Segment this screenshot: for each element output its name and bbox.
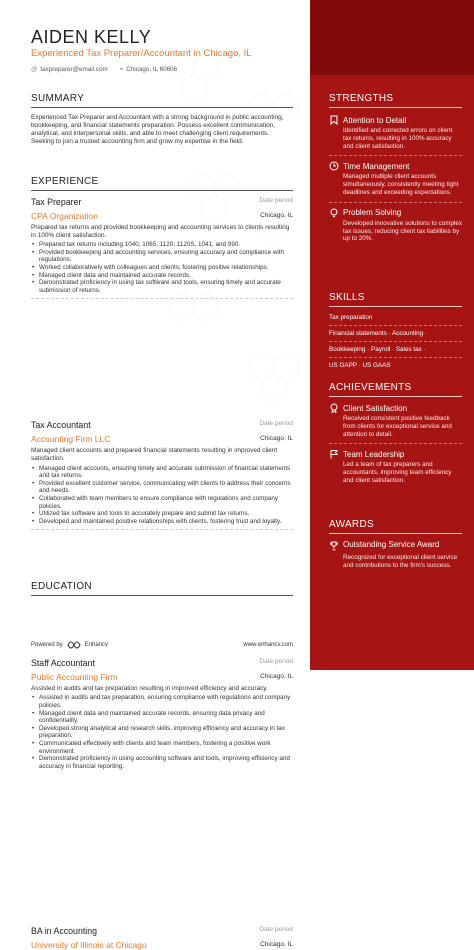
award-icon bbox=[329, 403, 339, 413]
job-description: Assisted in audits and tax preparation resulting in improved efficiency and accuracy. bbox=[31, 685, 268, 693]
strength-text: Developed innovative solutions to complex tax issues, reducing client tax liabilities by up to 20%. bbox=[343, 219, 463, 243]
skills-heading: SKILLS bbox=[329, 292, 365, 303]
strengths-heading: STRENGTHS bbox=[329, 93, 394, 104]
section-divider bbox=[31, 107, 293, 108]
email-contact[interactable] bbox=[31, 66, 108, 74]
powered-by-label: Powered by bbox=[31, 642, 63, 648]
achievement-item bbox=[329, 449, 462, 484]
skill-divider bbox=[329, 357, 462, 358]
achievements-section bbox=[329, 382, 462, 485]
bullet-item: • Prepared tax returns including 1040, 1065, 1120, 1120S, 1041, and 990. bbox=[31, 241, 293, 249]
section-divider bbox=[329, 533, 462, 534]
strength-item bbox=[329, 115, 462, 156]
flag-icon bbox=[329, 449, 339, 459]
candidate-name: AIDEN KELLY bbox=[31, 27, 152, 47]
bullet-item: • Demonstrated proficiency in using accounting software and tools, improving efficiency and accuracy in financial reporting. bbox=[31, 755, 293, 770]
section-divider bbox=[329, 396, 462, 397]
bullet-item: • Managed client data and maintained accurate records. bbox=[31, 272, 293, 280]
location-pin-icon: ⌖ bbox=[119, 66, 124, 73]
skill-divider bbox=[329, 341, 462, 342]
achievements-heading: ACHIEVEMENTS bbox=[329, 382, 412, 393]
trophy-icon bbox=[329, 541, 339, 551]
skills-section bbox=[329, 292, 462, 369]
achievement-title: Client Satisfaction bbox=[343, 403, 408, 413]
awards-heading: AWARDS bbox=[329, 519, 374, 530]
job-date: Date period bbox=[259, 197, 293, 204]
award-text: Recognized for exceptional client service and contributions to the firm's success. bbox=[343, 554, 458, 569]
bullet-item: • Communicated effectively with clients and team members, fostering a positive work environment. bbox=[31, 740, 293, 755]
job-location: Chicago, IL bbox=[260, 435, 293, 443]
education-date: Date period bbox=[259, 926, 293, 934]
enhancv-logo-icon bbox=[67, 641, 81, 649]
job-divider bbox=[31, 298, 293, 299]
bullet-item: • Developed strong analytical and research skills, improving efficiency and accuracy in tax preparation. bbox=[31, 725, 293, 740]
job-divider bbox=[31, 529, 293, 530]
bullet-item: • Utilized tax software and tools to accurately prepare and submit tax returns. bbox=[31, 510, 293, 518]
award-title: Outstanding Service Award bbox=[343, 540, 440, 549]
powered-by[interactable] bbox=[31, 641, 108, 649]
section-divider bbox=[329, 107, 462, 108]
email-text: taxpreparer@email.com bbox=[40, 66, 108, 73]
skill-divider bbox=[329, 325, 462, 326]
job-location: Chicago, IL bbox=[260, 212, 293, 219]
strength-title: Attention to Detail bbox=[343, 115, 407, 125]
job-company: Public Accounting Firm bbox=[31, 672, 118, 683]
bullet-item: • Developed and maintained positive relationships with clients, fostering trust and loyalty. bbox=[31, 518, 293, 526]
achievement-item bbox=[329, 403, 462, 444]
sidebar-top-band bbox=[310, 0, 474, 75]
bookmark-icon bbox=[329, 115, 339, 125]
school-name: University of Illinois at Chicago bbox=[31, 940, 147, 950]
education-location: Chicago, IL bbox=[260, 941, 293, 949]
bullet-item: • Provided excellent customer service, communicating with clients to address their concerns and needs. bbox=[31, 480, 293, 495]
strength-title: Problem Solving bbox=[343, 208, 402, 218]
at-icon: @ bbox=[31, 66, 38, 73]
degree: BA in Accounting bbox=[31, 926, 98, 937]
job-location: Chicago, IL bbox=[260, 673, 293, 681]
sidebar bbox=[310, 0, 474, 670]
job-description: Managed client accounts and prepared financial statements resulting in improved client satisfaction. bbox=[31, 447, 278, 463]
experience-section bbox=[31, 176, 293, 191]
bullet-item: • Assisted in audits and tax preparation, ensuring compliance with regulations and company policies. bbox=[31, 694, 293, 709]
bullet-item: • Managed client accounts, ensuring timely and accurate submission of financial statements and tax returns. bbox=[31, 465, 293, 480]
job-description: Prepared tax returns and provided bookkeeping and accounting services to clients resulting in 100% client satisfaction. bbox=[31, 224, 290, 240]
job-date: Date period bbox=[259, 420, 293, 428]
lightbulb-icon bbox=[329, 208, 339, 218]
job-bullets bbox=[31, 465, 293, 526]
bullet-item: • Collaborated with team members to ensure compliance with regulations and company policies. bbox=[31, 495, 293, 510]
education-section bbox=[31, 581, 293, 596]
candidate-title: Experienced Tax Preparer/Accountant in Chicago, IL bbox=[31, 48, 252, 59]
bullet-item: • Managed client data and maintained accurate records, ensuring data privacy and confidentiality. bbox=[31, 710, 293, 725]
location-contact bbox=[120, 66, 177, 74]
job-company: Accounting Firm LLC bbox=[31, 434, 111, 445]
achievement-text: Led a team of tax preparers and accountants, improving team efficiency and client satisfaction. bbox=[343, 461, 452, 484]
skill-row: Tax preparation bbox=[329, 314, 373, 321]
job-date: Date period bbox=[259, 658, 293, 666]
job-title: Tax Preparer bbox=[31, 197, 82, 207]
job-title: Tax Accountant bbox=[31, 420, 91, 431]
section-divider bbox=[31, 595, 293, 596]
job-entry bbox=[31, 658, 293, 770]
strength-title: Time Management bbox=[343, 161, 410, 171]
job-entry bbox=[31, 197, 293, 299]
job-bullets bbox=[31, 694, 293, 770]
job-title: Staff Accountant bbox=[31, 658, 95, 669]
footer-url[interactable]: www.enhancv.com bbox=[243, 642, 293, 648]
summary-section bbox=[31, 93, 293, 146]
education-entry bbox=[31, 926, 293, 950]
section-divider bbox=[329, 306, 462, 307]
footer bbox=[31, 641, 293, 649]
job-company: CPA Organization bbox=[31, 211, 98, 221]
skill-row: Financial statements · Accounting · bbox=[329, 330, 427, 337]
bullet-item: • Provided bookkeeping and accounting services, ensuring accuracy and compliance with regulations. bbox=[31, 249, 293, 264]
achievement-title: Team Leadership bbox=[343, 449, 405, 459]
strength-text: Identified and corrected errors on client tax returns, resulting in 100% accuracy and client satisfaction. bbox=[343, 127, 453, 150]
bullet-item: • Demonstrated proficiency in using tax software and tools, ensuring timely and accurate submission of returns. bbox=[31, 279, 293, 294]
summary-heading: SUMMARY bbox=[31, 93, 85, 104]
strengths-section bbox=[329, 93, 462, 243]
brand-name: Enhancv bbox=[84, 642, 109, 648]
skill-row: Bookkeeping · Payroll · Sales tax · bbox=[329, 346, 426, 353]
strength-item bbox=[329, 208, 462, 243]
item-divider bbox=[329, 443, 462, 444]
item-divider bbox=[329, 202, 462, 203]
experience-heading: EXPERIENCE bbox=[31, 176, 99, 187]
bullet-item: • Worked collaboratively with colleagues and clients, fostering positive relationships. bbox=[31, 264, 293, 272]
strength-text: Managed multiple client accounts simultaneously, consistently meeting tight deadlines and exceeding expectations. bbox=[343, 173, 459, 196]
education-heading: EDUCATION bbox=[31, 581, 92, 592]
strength-item bbox=[329, 161, 462, 202]
item-divider bbox=[329, 155, 462, 156]
award-item bbox=[329, 540, 462, 570]
job-entry bbox=[31, 420, 293, 530]
awards-section bbox=[329, 519, 462, 570]
contact-row bbox=[31, 66, 177, 74]
achievement-text: Received consistent positive feedback from clients for exceptional service and attention to detail. bbox=[343, 415, 452, 438]
summary-text: Experienced Tax Preparer and Accountant with a strong background in public accounting, bookkeeping, and financial statements preparation. Possess excellent communication, analytical, and interpersonal skills, and able to meet challenging client requirements. Seeking to join a trusted accounting firm and grow my expertise in the field. bbox=[31, 114, 284, 146]
section-divider bbox=[31, 190, 293, 191]
clock-icon bbox=[329, 161, 339, 171]
job-bullets bbox=[31, 241, 293, 294]
location-text: Chicago, IL 60606 bbox=[126, 66, 178, 73]
skill-row: US GAPP · US GAAS bbox=[329, 362, 391, 369]
